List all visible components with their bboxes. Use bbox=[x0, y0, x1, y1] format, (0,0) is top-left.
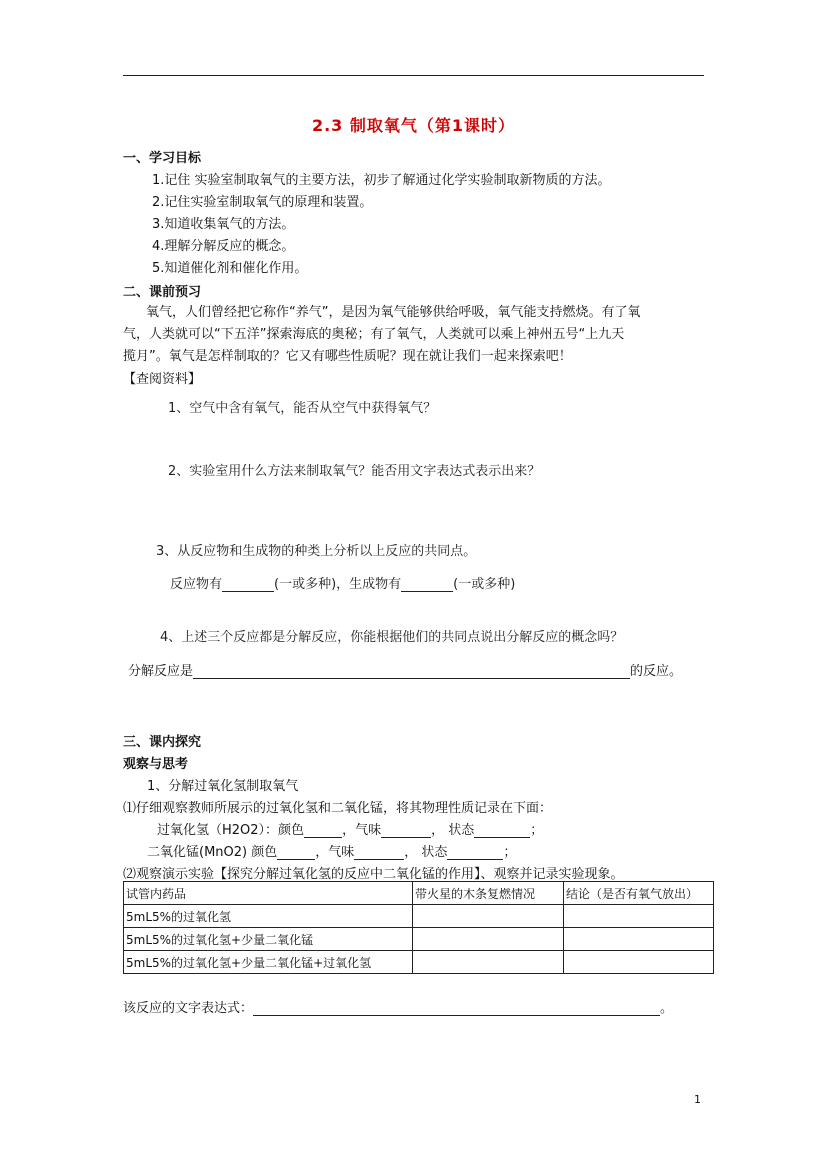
fill-label: 该反应的文字表达式： bbox=[123, 1001, 254, 1016]
goal-item: 2.记住实验室制取氧气的原理和装置。 bbox=[152, 195, 373, 210]
table-row bbox=[124, 905, 714, 928]
fill-label: 分解反应是 bbox=[128, 664, 194, 679]
table-cell: 5mL5%的过氧化氢+少量二氧化锰 bbox=[124, 928, 413, 951]
fill-label: 反应物有 bbox=[170, 577, 223, 592]
fill-label: 的反应。 bbox=[630, 664, 683, 679]
question-1: 1、空气中含有氧气，能否从空气中获得氧气？ bbox=[168, 401, 437, 416]
intro-paragraph-line: 揽月”。氧气是怎样制取的？它又有哪些性质呢？现在就让我们一起来探索吧！ bbox=[123, 349, 572, 364]
table-cell-answer[interactable] bbox=[564, 928, 714, 951]
answer-blank[interactable] bbox=[193, 664, 630, 679]
fill-label: 过氧化氢（H2O2）：颜色 bbox=[157, 823, 305, 838]
goal-item: 1.记住 实验室制取氧气的主要方法，初步了解通过化学实验制取新物质的方法。 bbox=[152, 173, 611, 188]
intro-paragraph-line: 氧气，人们曾经把它称作“养气”，是因为氧气能够供给呼吸，氧气能支持燃烧。有了氧 bbox=[146, 305, 641, 320]
answer-blank[interactable] bbox=[222, 577, 274, 592]
fill-label: 二氧化锰(MnO2) 颜色 bbox=[147, 845, 278, 860]
table-cell: 5mL5%的过氧化氢 bbox=[124, 905, 413, 928]
color-blank[interactable] bbox=[277, 845, 315, 860]
question-4-fill bbox=[128, 660, 682, 679]
answer-blank[interactable] bbox=[401, 577, 453, 592]
step-2: ⑵观察演示实验【探究分解过氧化氢的反应中二氧化锰的作用】、观察并记录实验现象。 bbox=[123, 867, 624, 882]
question-4: 4、上述三个反应都是分解反应，你能根据他们的共同点说出分解反应的概念吗？ bbox=[160, 630, 624, 645]
fill-label: ； bbox=[530, 823, 544, 838]
reference-heading: 【查阅资料】 bbox=[123, 372, 202, 387]
question-2: 2、实验室用什么方法来制取氧气？能否用文字表达式表示出来？ bbox=[168, 464, 541, 479]
table-header: 带火星的木条复燃情况 bbox=[413, 882, 564, 905]
table-cell-answer[interactable] bbox=[413, 928, 564, 951]
table-row bbox=[124, 951, 714, 974]
fill-label: ，气味 bbox=[315, 845, 355, 860]
expression-blank[interactable] bbox=[253, 1001, 660, 1016]
section-heading-goals: 一、学习目标 bbox=[123, 151, 202, 166]
goal-item: 4.理解分解反应的概念。 bbox=[152, 239, 295, 254]
page-title: 2.3 制取氧气（第1课时） bbox=[311, 116, 516, 135]
reaction-expression bbox=[123, 997, 673, 1016]
smell-blank[interactable] bbox=[381, 823, 431, 838]
table-header-row bbox=[124, 882, 714, 905]
h2o2-properties bbox=[157, 819, 543, 838]
table-header: 结论（是否有氧气放出） bbox=[564, 882, 714, 905]
intro-paragraph-line: 气，人类就可以“下五洋”探索海底的奥秘；有了氧气，人类就可以乘上神州五号“上九天 bbox=[123, 327, 625, 342]
page-number: 1 bbox=[694, 1093, 701, 1106]
section-heading-explore: 三、课内探究 bbox=[123, 735, 202, 750]
fill-label: (一或多种)，生成物有 bbox=[274, 577, 402, 592]
state-blank[interactable] bbox=[474, 823, 530, 838]
state-blank[interactable] bbox=[447, 845, 503, 860]
table-cell-answer[interactable] bbox=[413, 905, 564, 928]
fill-label: (一或多种) bbox=[453, 577, 516, 592]
subheading-observe: 观察与思考 bbox=[123, 757, 189, 772]
mno2-properties bbox=[147, 841, 516, 860]
table-row bbox=[124, 928, 714, 951]
table-cell-answer[interactable] bbox=[564, 905, 714, 928]
question-3-fill bbox=[170, 573, 515, 592]
observation-table bbox=[123, 881, 714, 974]
fill-label: 。 bbox=[660, 1001, 674, 1016]
section-heading-preview: 二、课前预习 bbox=[123, 285, 202, 300]
table-cell: 5mL5%的过氧化氢+少量二氧化锰+过氧化氢 bbox=[124, 951, 413, 974]
fill-label: ， 状态 bbox=[431, 823, 475, 838]
table-cell-answer[interactable] bbox=[413, 951, 564, 974]
step-1: ⑴仔细观察教师所展示的过氧化氢和二氧化锰，将其物理性质记录在下面： bbox=[123, 801, 553, 816]
smell-blank[interactable] bbox=[354, 845, 404, 860]
goal-item: 3.知道收集氧气的方法。 bbox=[152, 217, 295, 232]
question-3: 3、从反应物和生成物的种类上分析以上反应的共同点。 bbox=[156, 544, 477, 559]
header-rule bbox=[123, 75, 704, 76]
fill-label: ，气味 bbox=[342, 823, 382, 838]
fill-label: ； bbox=[503, 845, 517, 860]
goal-item: 5.知道催化剂和催化作用。 bbox=[152, 261, 308, 276]
experiment-title: 1、分解过氧化氢制取氧气 bbox=[147, 779, 299, 794]
color-blank[interactable] bbox=[304, 823, 342, 838]
table-header: 试管内药品 bbox=[124, 882, 413, 905]
fill-label: ， 状态 bbox=[404, 845, 448, 860]
table-cell-answer[interactable] bbox=[564, 951, 714, 974]
